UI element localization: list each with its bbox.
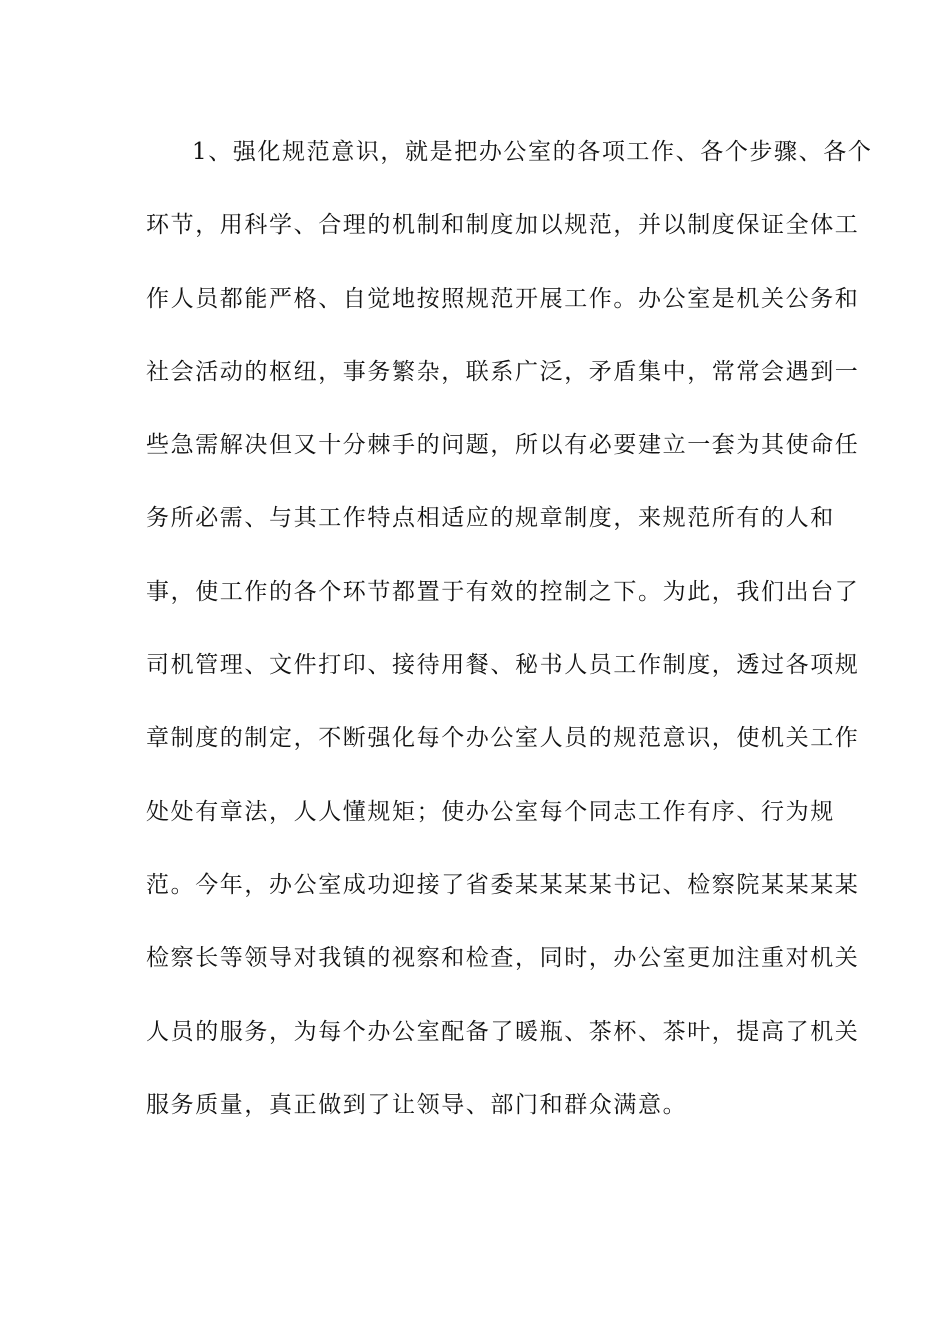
paragraph-line: 些急需解决但又十分棘手的问题，所以有必要建立一套为其使命任 bbox=[146, 432, 860, 459]
paragraph-line: 事，使工作的各个环节都置于有效的控制之下。为此，我们出台了 bbox=[146, 578, 860, 605]
paragraph-line: 范。今年，办公室成功迎接了省委某某某某书记、检察院某某某某 bbox=[146, 871, 860, 898]
paragraph-line: 务所必需、与其工作特点相适应的规章制度，来规范所有的人和 bbox=[146, 505, 835, 532]
paragraph-line: 社会活动的枢纽，事务繁杂，联系广泛，矛盾集中，常常会遇到一 bbox=[146, 358, 860, 385]
paragraph-line: 处处有章法，人人懂规矩；使办公室每个同志工作有序、行为规 bbox=[146, 798, 835, 825]
paragraph-line: 环节，用科学、合理的机制和制度加以规范，并以制度保证全体工 bbox=[146, 212, 860, 239]
paragraph-line: 人员的服务，为每个办公室配备了暖瓶、茶杯、茶叶，提高了机关 bbox=[146, 1018, 860, 1045]
paragraph-line: 作人员都能严格、自觉地按照规范开展工作。办公室是机关公务和 bbox=[146, 285, 860, 312]
paragraph-line: 司机管理、文件打印、接待用餐、秘书人员工作制度，透过各项规 bbox=[146, 652, 860, 679]
paragraph-line: 检察长等领导对我镇的视察和检查，同时，办公室更加注重对机关 bbox=[146, 945, 860, 972]
paragraph-line: 服务质量，真正做到了让领导、部门和群众满意。 bbox=[146, 1091, 688, 1118]
paragraph bbox=[146, 128, 873, 1154]
paragraph-line: 章制度的制定，不断强化每个办公室人员的规范意识，使机关工作 bbox=[146, 725, 860, 752]
paragraph-line: 1、强化规范意识，就是把办公室的各项工作、各个步骤、各个 bbox=[192, 139, 873, 165]
